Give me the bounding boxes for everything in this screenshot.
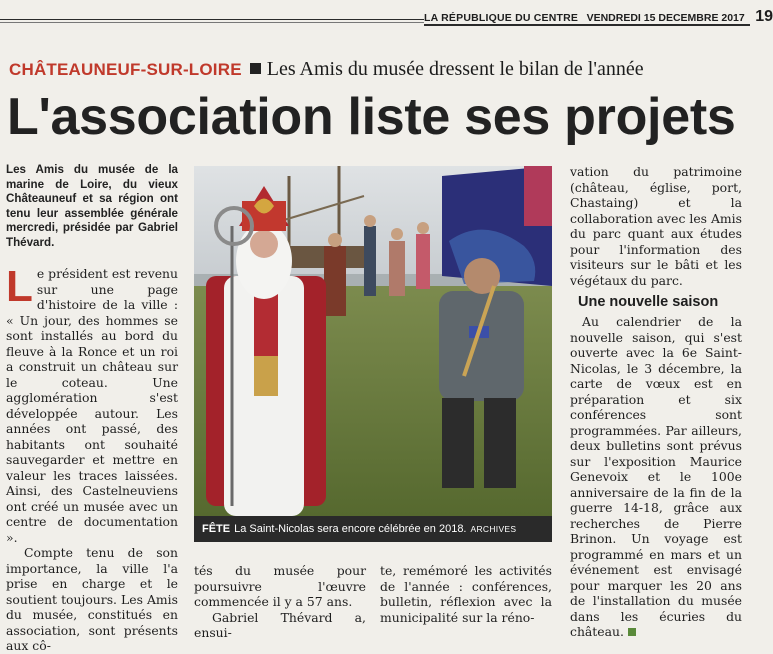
paragraph: Gabriel Thévard a, ensui- bbox=[194, 609, 366, 640]
kicker bbox=[9, 58, 749, 84]
section-subhead: Une nouvelle saison bbox=[578, 294, 719, 310]
body-column-2 bbox=[194, 563, 366, 641]
drop-cap: L bbox=[6, 262, 33, 311]
kicker-location: CHÂTEAUNEUF-SUR-LOIRE bbox=[9, 60, 242, 79]
square-bullet-icon bbox=[250, 63, 261, 74]
paragraph-text: Au calendrier de la nouvelle saison, qui s'est ouverte avec la 6e Saint-Nicolas, le 3 décembre, la carte de vœux est en préparation et six conférences sont programmées. Par ailleurs, deux bulletins sont prévus sur l'exposition Maurice Genevoix et le 100e anniversaire de la fin de la guerre 14-18, grâce aux recherches de Pierre Brinon. Un voyage est programmé en mars et un événement est envisagé pour marquer les 20 ans de l'installation du musée dans les écuries du château. bbox=[570, 314, 742, 639]
caption-text: La Saint-Nicolas sera encore célébrée en 2018. bbox=[234, 523, 467, 535]
page-number: 19 bbox=[755, 8, 773, 25]
body-column-3 bbox=[380, 563, 552, 625]
running-header-rule bbox=[424, 24, 750, 26]
paragraph: te, remémoré les activités de l'année : conférences, bulletin, réflexion avec la municipalité sur la réno- bbox=[380, 563, 552, 625]
paragraph: Compte tenu de son importance, la ville l'a prise en charge et le soutient toujours. Les Amis du musée, constitués en association, sont présents aux cô- bbox=[6, 545, 178, 653]
photo-caption bbox=[194, 516, 552, 542]
paragraph bbox=[570, 314, 742, 640]
paragraph: vation du patrimoine (château, église, port, Chastaing) et la collaboration avec les Amis du parc quant aux études pour l'information des visiteurs sur le bâti et les végétaux du parc. bbox=[570, 164, 742, 288]
paragraph bbox=[6, 262, 178, 545]
issue-date: VENDREDI 15 DECEMBRE 2017 bbox=[586, 12, 745, 24]
body-column-4 bbox=[570, 164, 742, 640]
kicker-subtitle: Les Amis du musée dressent le bilan de l'année bbox=[266, 58, 644, 80]
article-photo bbox=[194, 166, 552, 542]
publication-name: LA RÉPUBLIQUE DU CENTRE bbox=[424, 12, 579, 24]
body-column-1 bbox=[6, 262, 178, 654]
paragraph-text: e président est revenu sur une page d'histoire de la ville : « Un jour, des hommes se sont installés au bord du fleuve à la Ronce et un roi a construit un château sur le coteau. Une agglomération s'est développée autour. Les années ont passé, des habitants ont souhaité sauvegarder et mettre en valeur les traces laissées. Ainsi, des Castelneuviens ont créé un musée avec un centre de documentation ». bbox=[6, 266, 178, 545]
caption-credit: ARCHIVES bbox=[470, 524, 517, 534]
article-lead: Les Amis du musée de la marine de Loire, du vieux Châteauneuf et sa région ont tenu leur assemblée générale mercredi, présidée par Gabriel Thévard. bbox=[6, 163, 178, 249]
end-mark-icon bbox=[628, 628, 636, 636]
headline: L'association liste ses projets bbox=[7, 88, 736, 146]
header-rule bbox=[0, 19, 424, 20]
caption-label: FÊTE bbox=[202, 523, 231, 535]
header-rule-thin bbox=[0, 22, 424, 23]
saint-nicolas-photo-illustration bbox=[194, 166, 552, 516]
paragraph: tés du musée pour poursuivre l'œuvre commencée il y a 57 ans. bbox=[194, 563, 366, 609]
